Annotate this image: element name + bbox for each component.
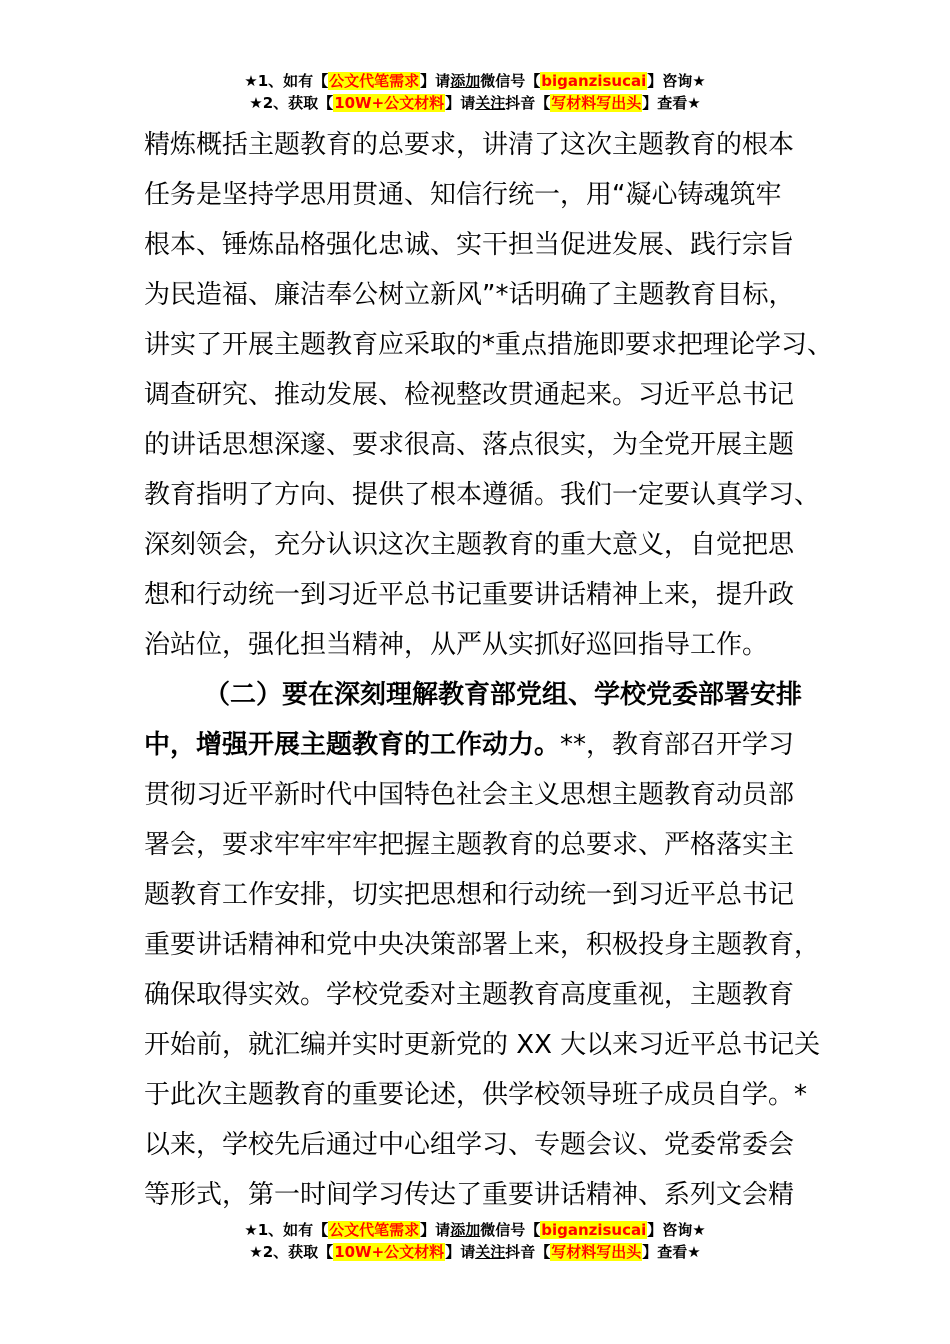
banner-text: 】请 bbox=[420, 72, 451, 90]
text-line: 的讲话思想深邃、要求很高、落点很实，为全党开展主题 bbox=[144, 430, 795, 460]
wechat-id: biganzisucai bbox=[541, 72, 647, 90]
banner-text: 】请 bbox=[445, 1243, 476, 1261]
banner-text: ★1、如有【 bbox=[244, 72, 329, 90]
text-line: 任务是坚持学思用贯通、知信行统一，用“凝心铸魂筑牢 bbox=[144, 180, 782, 210]
banner-text: ★1、如有【 bbox=[244, 1221, 329, 1239]
text-line: 重要讲话精神和党中央决策部署上来，积极投身主题教育， bbox=[144, 930, 821, 960]
underlined-text: 添加 bbox=[450, 1221, 481, 1239]
banner-text: 微信号【 bbox=[480, 1221, 541, 1239]
text-line: 治站位，强化担当精神，从严从实抓好巡回指导工作。 bbox=[144, 630, 769, 660]
highlight-text: 公文代笔需求 bbox=[329, 72, 420, 90]
banner-text: 】请 bbox=[445, 94, 476, 112]
banner-line-2 bbox=[0, 1241, 950, 1263]
section-heading-continued bbox=[144, 720, 814, 770]
text-line: 于此次主题教育的重要论述，供学校领导班子成员自学。* bbox=[144, 1080, 808, 1110]
banner-text: 抖音【 bbox=[505, 94, 551, 112]
text-line: 开始前，就汇编并实时更新党的 XX 大以来习近平总书记关 bbox=[144, 1030, 821, 1060]
douyin-id: 写材料写出头 bbox=[551, 1243, 642, 1261]
banner-text: 】咨询★ bbox=[647, 72, 706, 90]
heading-bold-text: 中，增强开展主题教育的工作动力。 bbox=[144, 730, 561, 760]
banner-text: 抖音【 bbox=[505, 1243, 551, 1261]
wechat-id: biganzisucai bbox=[541, 1221, 647, 1239]
text-line: 确保取得实效。学校党委对主题教育高度重视，主题教育 bbox=[144, 980, 795, 1010]
text-line: 深刻领会，充分认识这次主题教育的重大意义，自觉把思 bbox=[144, 530, 795, 560]
banner-line-1 bbox=[0, 70, 950, 92]
banner-text: 】查看★ bbox=[642, 1243, 701, 1261]
text-line: 教育指明了方向、提供了根本遵循。我们一定要认真学习、 bbox=[144, 480, 821, 510]
underlined-text: 关注 bbox=[475, 94, 506, 112]
text-line: 想和行动统一到习近平总书记重要讲话精神上来，提升政 bbox=[144, 580, 795, 610]
heading-rest-text: **，教育部召开学习 bbox=[560, 730, 795, 760]
banner-line-2 bbox=[0, 92, 950, 114]
banner-text: 】查看★ bbox=[642, 94, 701, 112]
banner-line-1 bbox=[0, 1219, 950, 1241]
banner-text: 微信号【 bbox=[480, 72, 541, 90]
text-line: 根本、锤炼品格强化忠诚、实干担当促进发展、践行宗旨 bbox=[144, 230, 795, 260]
banner-text: ★2、获取【 bbox=[249, 1243, 334, 1261]
text-line: 题教育工作安排，切实把思想和行动统一到习近平总书记 bbox=[144, 880, 795, 910]
document-body bbox=[144, 120, 834, 1220]
text-line: 等形式，第一时间学习传达了重要讲话精神、系列文会精 bbox=[144, 1180, 795, 1210]
banner-text: 】请 bbox=[420, 1221, 451, 1239]
highlight-text: 10W+公文材料 bbox=[334, 1243, 445, 1261]
text-line: 讲实了开展主题教育应采取的*重点措施即要求把理论学习、 bbox=[144, 330, 834, 360]
highlight-text: 10W+公文材料 bbox=[334, 94, 445, 112]
highlight-text: 公文代笔需求 bbox=[329, 1221, 420, 1239]
banner-text: ★2、获取【 bbox=[249, 94, 334, 112]
text-line: 贯彻习近平新时代中国特色社会主义思想主题教育动员部 bbox=[144, 780, 795, 810]
banner-text: 】咨询★ bbox=[647, 1221, 706, 1239]
underlined-text: 添加 bbox=[450, 72, 481, 90]
text-line: 调查研究、推动发展、检视整改贯通起来。习近平总书记 bbox=[144, 380, 795, 410]
header-banner bbox=[0, 70, 950, 114]
text-line: 以来，学校先后通过中心组学习、专题会议、党委常委会 bbox=[144, 1130, 795, 1160]
section-heading: （二）要在深刻理解教育部党组、学校党委部署安排 bbox=[204, 680, 803, 710]
footer-banner bbox=[0, 1219, 950, 1263]
text-line: 为民造福、廉洁奉公树立新风”*话明确了主题教育目标， bbox=[144, 280, 795, 310]
douyin-id: 写材料写出头 bbox=[551, 94, 642, 112]
text-line: 精炼概括主题教育的总要求，讲清了这次主题教育的根本 bbox=[144, 130, 795, 160]
text-line: 署会，要求牢牢牢牢把握主题教育的总要求、严格落实主 bbox=[144, 830, 795, 860]
underlined-text: 关注 bbox=[475, 1243, 506, 1261]
